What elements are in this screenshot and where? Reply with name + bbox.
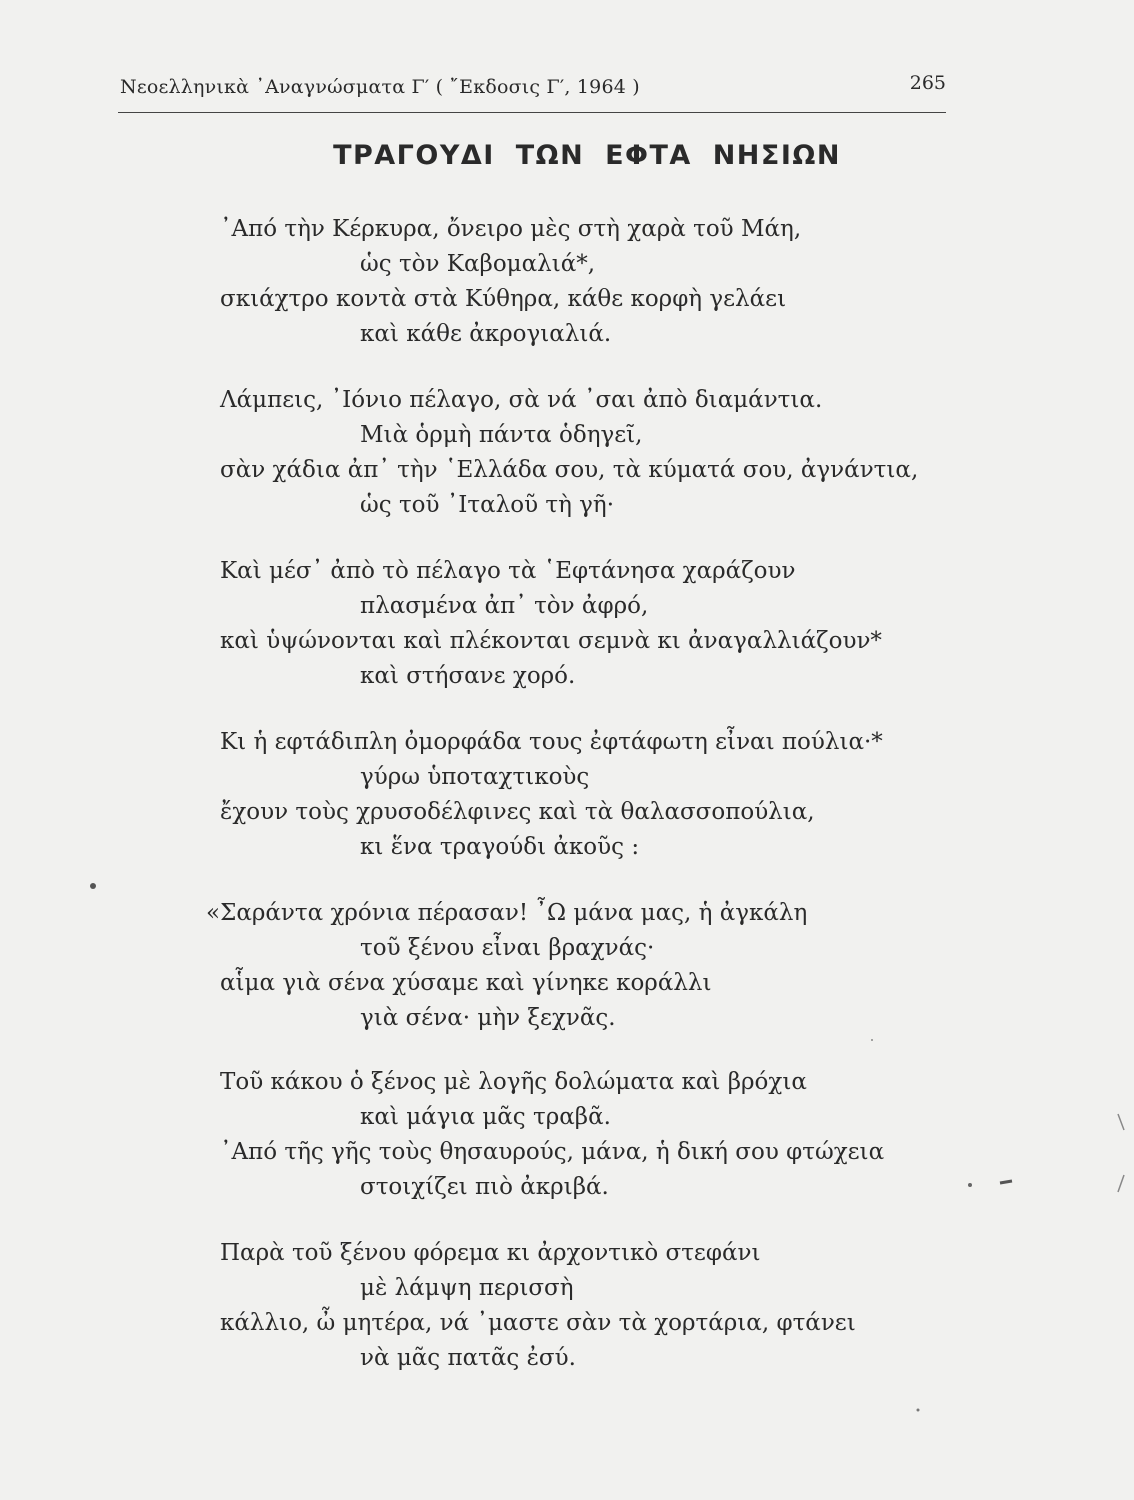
verse-line: ᾽Από τῆς γῆς τοὺς θησαυρούς, μάνα, ἡ δική σου φτώχεια bbox=[220, 1139, 885, 1165]
verse-line: Παρὰ τοῦ ξένου φόρεμα κι ἀρχοντικὸ στεφάνι bbox=[220, 1240, 761, 1266]
verse-line: Καὶ μέσ᾽ ἀπὸ τὸ πέλαγο τὰ ῾Εφτάνησα χαράζουν bbox=[220, 558, 796, 584]
verse-line: αἷμα γιὰ σένα χύσαμε καὶ γίνηκε κοράλλι bbox=[220, 970, 712, 996]
verse-line: Κι ἡ εφτάδιπλη ὀμορφάδα τους ἐφτάφωτη εἶναι πούλια·* bbox=[220, 729, 883, 755]
running-header bbox=[118, 72, 946, 113]
verse-line: σὰν χάδια ἀπ᾽ τὴν ῾Ελλάδα σου, τὰ κύματά σου, ἀγνάντια, bbox=[220, 457, 919, 483]
verse-line: ἔχουν τοὺς χρυσοδέλφινες καὶ τὰ θαλασσοπούλια, bbox=[220, 799, 815, 825]
verse-line: καὶ ὑψώνονται καὶ πλέκονται σεμνὰ κι ἀναγαλλιάζουν* bbox=[220, 628, 882, 654]
verse-line: νὰ μᾶς πατᾶς ἐσύ. bbox=[360, 1345, 576, 1371]
verse-line: πλασμένα ἀπ᾽ τὸν ἀφρό, bbox=[360, 593, 649, 619]
verse-line: γύρω ὑποταχτικοὺς bbox=[360, 764, 590, 790]
verse-line: γιὰ σένα· μὴν ξεχνᾶς. bbox=[360, 1005, 616, 1031]
verse-line: τοῦ ξένου εἶναι βραχνάς· bbox=[360, 935, 655, 961]
verse-line: κάλλιο, ὦ μητέρα, νά ᾽μαστε σὰν τὰ χορτάρια, φτάνει bbox=[220, 1310, 856, 1336]
verse-line: καὶ κάθε ἀκρογιαλιά. bbox=[360, 321, 612, 347]
running-title: Νεοελληνικὰ ᾽Αναγνώσματα Γ′ ( ῎Εκδοσις Γ′, 1964 ) bbox=[120, 76, 640, 98]
verse-line: Μιὰ ὁρμὴ πάντα ὁδηγεῖ, bbox=[360, 422, 643, 448]
verse-line: σκιάχτρο κοντὰ στὰ Κύθηρα, κάθε κορφὴ γελάει bbox=[220, 286, 787, 312]
verse-line: κι ἕνα τραγούδι ἀκοῦς : bbox=[360, 834, 640, 860]
verse-line: καὶ στήσανε χορό. bbox=[360, 663, 576, 689]
verse-line: Τοῦ κάκου ὁ ξένος μὲ λογῆς δολώματα καὶ βρόχια bbox=[220, 1069, 807, 1095]
page-number: 265 bbox=[909, 72, 946, 94]
verse-line: ᾽Από τὴν Κέρκυρα, ὄνειρο μὲς στὴ χαρὰ τοῦ Μάη, bbox=[220, 216, 802, 242]
poem-title: ΤΡΑΓΟΥΔΙ ΤΩΝ ΕΦΤΑ ΝΗΣΙΩΝ bbox=[333, 140, 841, 171]
verse-line: μὲ λάμψη περισσὴ bbox=[360, 1275, 574, 1301]
verse-line: ὡς τὸν Καβομαλιά*, bbox=[360, 251, 596, 277]
verse-line: στοιχίζει πιὸ ἀκριβά. bbox=[360, 1174, 609, 1200]
verse-line: ὡς τοῦ ᾽Ιταλοῦ τὴ γῆ· bbox=[360, 492, 615, 518]
verse-line: Λάμπεις, ᾽Ιόνιο πέλαγο, σὰ νά ᾽σαι ἀπὸ διαμάντια. bbox=[220, 387, 823, 413]
verse-line: «Σαράντα χρόνια πέρασαν! ῏Ω μάνα μας, ἡ ἀγκάλη bbox=[206, 900, 808, 926]
verse-line: καὶ μάγια μᾶς τραβᾶ. bbox=[360, 1104, 611, 1130]
